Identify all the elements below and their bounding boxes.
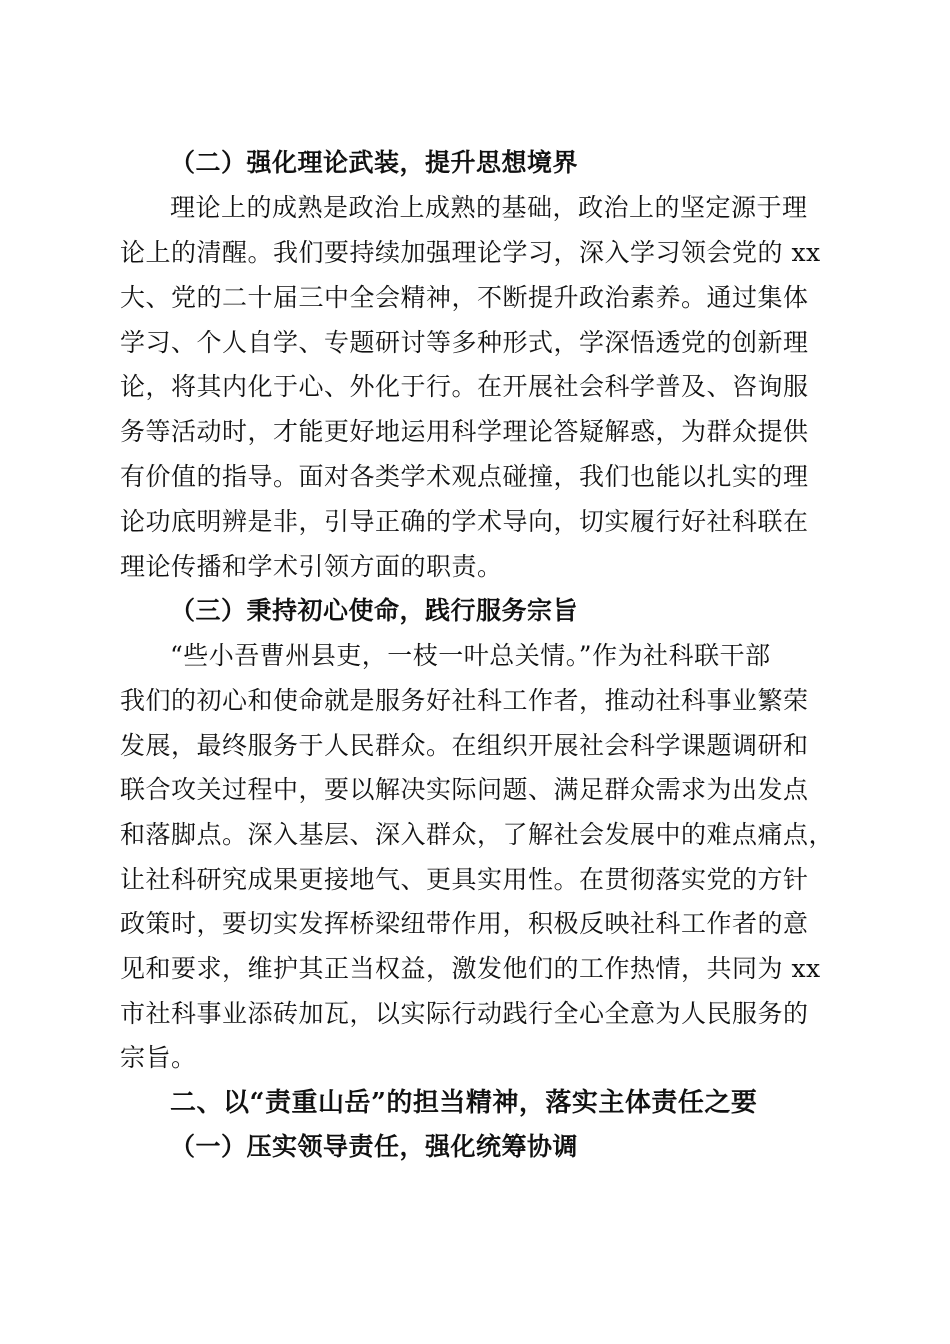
paragraph-line: 见和要求，维护其正当权益，激发他们的工作热情，共同为 xx xyxy=(120,954,821,983)
section-heading-leadership: （一）压实领导责任，强化统筹协调 xyxy=(170,1132,579,1161)
paragraph-line: 宗旨。 xyxy=(120,1043,197,1072)
paragraph-line: 论功底明辨是非，引导正确的学术导向，切实履行好社科联在 xyxy=(120,507,809,536)
paragraph-line: 联合攻关过程中，要以解决实际问题、满足群众需求为出发点 xyxy=(120,775,809,804)
part-heading-responsibility: 二、以“责重山岳”的担当精神，落实主体责任之要 xyxy=(170,1088,758,1118)
paragraph-line: 论，将其内化于心、外化于行。在开展社会科学普及、咨询服 xyxy=(120,372,809,401)
paragraph-line: 和落脚点。深入基层、深入群众，了解社会发展中的难点痛点， xyxy=(120,820,835,849)
paragraph-line: 我们的初心和使命就是服务好社科工作者，推动社科事业繁荣 xyxy=(120,686,809,715)
paragraph-line: “些小吾曹州县吏，一枝一叶总关情。”作为社科联干部 xyxy=(170,641,771,670)
paragraph-line: 市社科事业添砖加瓦，以实际行动践行全心全意为人民服务的 xyxy=(120,999,809,1028)
section-heading-strengthen-theory: （二）强化理论武装，提升思想境界 xyxy=(170,148,579,177)
paragraph-line: 学习、个人自学、专题研讨等多种形式，学深悟透党的创新理 xyxy=(120,328,809,357)
paragraph-line: 发展，最终服务于人民群众。在组织开展社会科学课题调研和 xyxy=(120,731,809,760)
paragraph-line: 论上的清醒。我们要持续加强理论学习，深入学习领会党的 xx xyxy=(120,238,821,267)
paragraph-line: 让社科研究成果更接地气、更具实用性。在贯彻落实党的方针 xyxy=(120,865,809,894)
paragraph-line: 政策时，要切实发挥桥梁纽带作用，积极反映社科工作者的意 xyxy=(120,909,809,938)
paragraph-line: 大、党的二十届三中全会精神，不断提升政治素养。通过集体 xyxy=(120,283,809,312)
paragraph-line: 理论传播和学术引领方面的职责。 xyxy=(120,552,503,581)
section-heading-mission: （三）秉持初心使命，践行服务宗旨 xyxy=(170,596,579,625)
paragraph-line: 务等活动时，才能更好地运用科学理论答疑解惑，为群众提供 xyxy=(120,417,809,446)
paragraph-line: 理论上的成熟是政治上成熟的基础，政治上的坚定源于理 xyxy=(170,193,808,222)
paragraph-line: 有价值的指导。面对各类学术观点碰撞，我们也能以扎实的理 xyxy=(120,462,809,491)
